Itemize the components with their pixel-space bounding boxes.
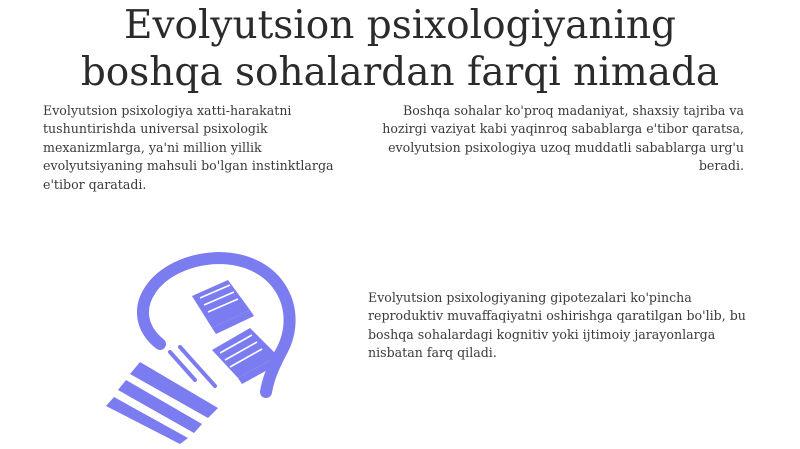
lightbulb-with-books-icon [100, 252, 310, 444]
page-title-line-1: Evolyutsion psixologiyaning [123, 3, 677, 48]
page-title-line-2: boshqa sohalardan farqi nimada [80, 50, 720, 95]
right-paragraph: Boshqa sohalar ko'proq madaniyat, shaxsiy tajriba va hozirgi vaziyat kabi yaqinroq sabablarga e'tibor qaratsa, evolyutsion psixologiya uzoq muddatli sabablarga urg'u beradi. [382, 103, 744, 174]
left-paragraph: Evolyutsion psixologiya xatti-harakatni tushuntirishda universal psixologik mexanizmlarga, ya'ni million yillik evolyutsiyaning mahsuli bo'lgan instinktlarga e'tibor qaratadi. [43, 103, 334, 192]
bottom-paragraph: Evolyutsion psixologiyaning gipotezalari ko'pincha reproduktiv muvaffaqiyatni oshirishga qaratilgan bo'lib, bu boshqa sohalardagi kognitiv yoki ijtimoiy jarayonlarga nisbatan farq qiladi. [368, 290, 746, 361]
page-title [0, 2, 800, 96]
